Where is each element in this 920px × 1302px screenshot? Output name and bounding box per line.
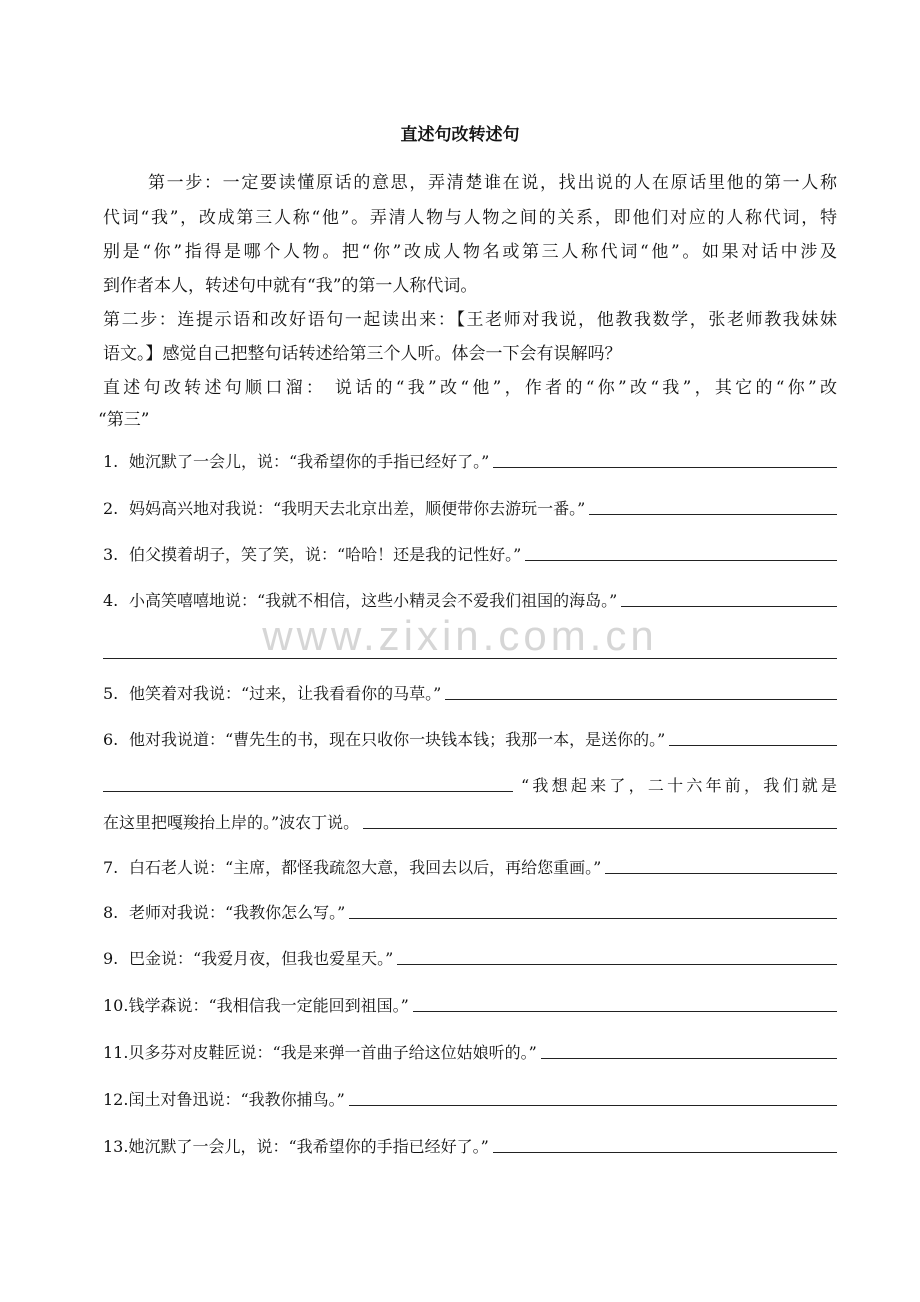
exercise-item [103, 591, 837, 611]
item-text: 她沉默了一会儿，说：“我希望你的手指已经好了。” [129, 452, 490, 471]
exercise-item [103, 1090, 837, 1110]
item-number: 11. [103, 1043, 129, 1062]
item-text: 他笑着对我说：“过来，让我看看你的马草。” [129, 684, 442, 703]
intro-line: 到作者本人，转述句中就有“我”的第一人称代词。 [103, 276, 478, 296]
answer-blank[interactable] [103, 790, 513, 792]
item-text: 贝多芬对皮鞋匠说：“我是来弹一首曲子给这位姑娘听的。” [128, 1043, 537, 1062]
item-text: 小高笑嘻嘻地说：“我就不相信，这些小精灵会不爱我们祖国的海岛。” [129, 591, 618, 610]
item-number: 8. [103, 903, 119, 922]
exercise-item [103, 813, 837, 833]
answer-blank[interactable] [413, 1010, 837, 1012]
intro-line: 直述句改转述句顺口溜： 说话的“我”改“他”，作者的“你”改“我”，其它的“你”改 [103, 378, 837, 398]
intro-line: 第一步：一定要读懂原话的意思，弄清楚谁在说，找出说的人在原话里他的第一人称 [148, 173, 837, 193]
item-text: 伯父摸着胡子，笑了笑，说：“哈哈！还是我的记性好。” [129, 545, 522, 564]
item-number: 9. [103, 949, 119, 968]
item-text: 妈妈高兴地对我说：“我明天去北京出差，顺便带你去游玩一番。” [129, 499, 586, 518]
item-text: 白石老人说：“主席，都怪我疏忽大意，我回去以后，再给您重画。” [129, 858, 602, 877]
exercise-item [103, 949, 837, 969]
answer-blank[interactable] [605, 872, 837, 874]
answer-blank[interactable] [397, 963, 837, 965]
exercise-item [103, 452, 837, 472]
answer-blank[interactable] [541, 1057, 837, 1059]
item-number: 1. [103, 452, 119, 471]
exercise-item [103, 1137, 837, 1157]
item-number: 10. [103, 996, 129, 1015]
item-text: “我想起来了，二十六年前，我们就是 [521, 776, 837, 795]
exercise-item [103, 858, 837, 878]
item-text: 她沉默了一会儿，说：“我希望你的手指已经好了。” [128, 1137, 489, 1156]
item-number: 4. [103, 591, 119, 610]
answer-blank[interactable] [589, 513, 837, 515]
item-text: 在这里把嘎羧抬上岸的。”波农丁说。 [103, 813, 360, 832]
answer-blank[interactable] [363, 827, 837, 829]
exercise-item [103, 730, 837, 750]
item-text: 钱学森说：“我相信我一定能回到祖国。” [128, 996, 409, 1015]
item-number: 13. [103, 1137, 129, 1156]
item-text: 老师对我说：“我教你怎么写。” [129, 903, 346, 922]
intro-line: 代词“我”，改成第三人称“他”。弄清人物与人物之间的关系，即他们对应的人称代词，特 [103, 208, 837, 228]
exercise-item [103, 776, 837, 796]
item-number: 3. [103, 545, 119, 564]
answer-blank[interactable] [445, 698, 837, 700]
exercise-item [103, 903, 837, 923]
answer-blank[interactable] [621, 605, 837, 607]
item-text: 闰土对鲁迅说：“我教你捕鸟。” [128, 1090, 345, 1109]
item-number: 7. [103, 858, 119, 877]
exercise-item [103, 684, 837, 704]
answer-blank[interactable] [493, 1151, 837, 1153]
answer-blank[interactable] [349, 917, 837, 919]
answer-blank[interactable] [493, 466, 837, 468]
answer-blank[interactable] [669, 744, 837, 746]
intro-line: 第二步：连提示语和改好语句一起读出来：【王老师对我说，他教我数学，张老师教我妹妹 [103, 310, 837, 330]
answer-blank[interactable] [103, 658, 837, 659]
intro-line: “第三” [98, 410, 150, 430]
answer-blank[interactable] [349, 1104, 837, 1106]
item-text: 他对我说道：“曹先生的书，现在只收你一块钱本钱；我那一本，是送你的。” [129, 730, 666, 749]
intro-line: 语文。】感觉自己把整句话转述给第三个人听。体会一下会有误解吗？ [103, 344, 622, 364]
item-number: 2. [103, 499, 119, 518]
exercise-item [103, 499, 837, 519]
item-text: 巴金说：“我爱月夜，但我也爱星天。” [129, 949, 394, 968]
exercise-item [103, 545, 837, 565]
intro-line: 别是“你”指得是哪个人物。把“你”改成人物名或第三人称代词“他”。如果对话中涉及 [103, 242, 837, 262]
item-number: 12. [103, 1090, 129, 1109]
answer-blank[interactable] [525, 559, 837, 561]
page-title: 直述句改转述句 [400, 125, 520, 145]
watermark: www.zixin.com.cn [262, 612, 658, 659]
exercise-item [103, 996, 837, 1016]
exercise-item [103, 1043, 837, 1063]
item-number: 6. [103, 730, 119, 749]
item-number: 5. [103, 684, 119, 703]
